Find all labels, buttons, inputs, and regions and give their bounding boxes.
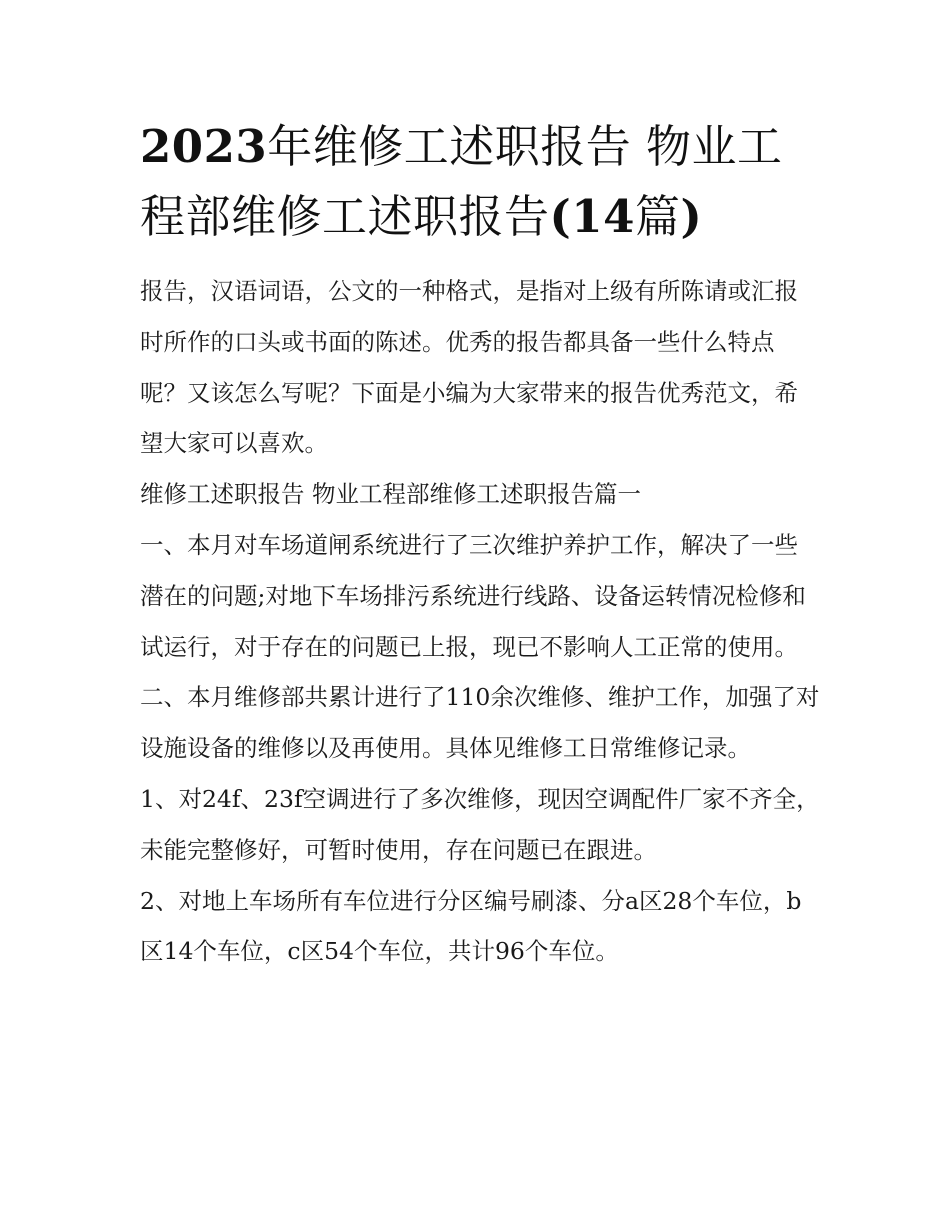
- document-content: [140, 112, 820, 977]
- paragraph-item-one: 一、本月对车场道闸系统进行了三次维护养护工作，解决了一些潜在的问题;对地下车场排污系统进行线路、设备运转情况检修和试运行，对于存在的问题已上报，现已不影响人工正常的使用。: [140, 530, 806, 661]
- paragraph-section-heading: 维修工述职报告 物业工程部维修工述职报告篇一: [140, 480, 641, 509]
- title-year: 2023: [140, 120, 268, 173]
- paragraph-item-two: 二、本月维修部共累计进行了110余次维修、维护工作，加强了对设施设备的维修以及再使用。具体见维修工日常维修记录。: [140, 683, 820, 763]
- paragraph-subitem-1: 1、对24f、23f空调进行了多次维修，现因空调配件厂家不齐全，未能完整修好，可暂时使用，存在问题已在跟进。: [140, 784, 820, 864]
- title-count-open: (14: [549, 190, 635, 243]
- paragraph-subitem-2: 2、对地上车场所有车位进行分区编号刷漆、分a区28个车位，b区14个车位，c区54个车位，共计96个车位。: [140, 886, 802, 966]
- title-main: 年维修工述职报告 物业工程部维修工述职报告: [140, 120, 783, 243]
- title-count-close: ): [680, 190, 703, 243]
- title-count-unit: 篇: [634, 190, 681, 243]
- document-body: [140, 266, 820, 977]
- paragraph-intro: 报告，汉语词语，公文的一种格式，是指对上级有所陈请或汇报时所作的口头或书面的陈述。优秀的报告都具备一些什么特点呢？又该怎么写呢？下面是小编为大家带来的报告优秀范文，希望大家可以喜欢。: [140, 277, 798, 458]
- document-title: [140, 112, 820, 252]
